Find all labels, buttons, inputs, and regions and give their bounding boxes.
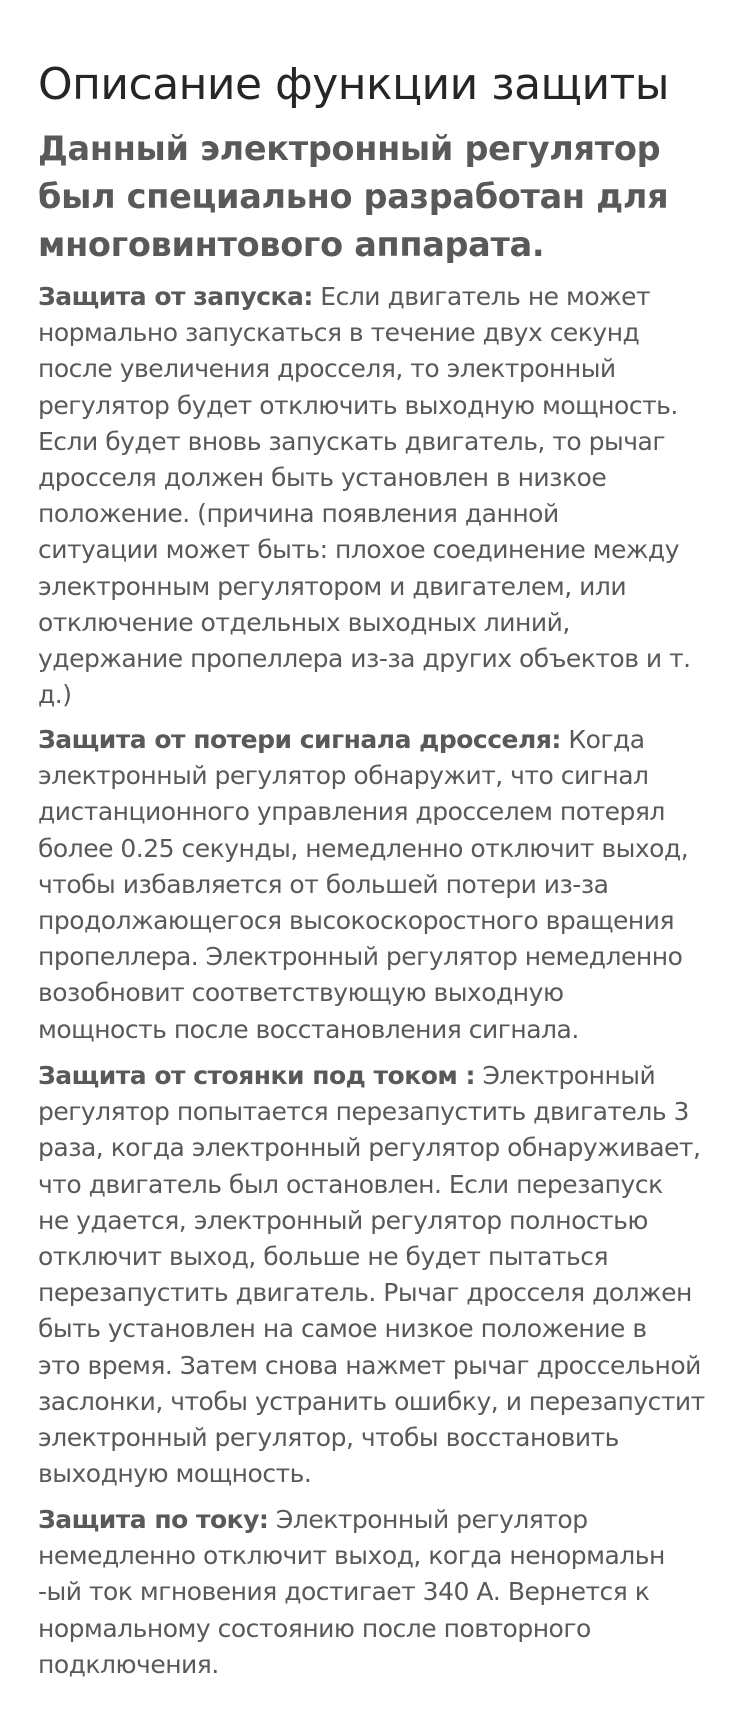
section-throttle-signal-loss xyxy=(38,722,688,1048)
paragraph-line xyxy=(38,1058,705,1094)
paragraph-text: Электронный xyxy=(475,1061,656,1090)
paragraph-line: регулятор попытается перезапустить двигатель 3 xyxy=(38,1097,689,1127)
paragraph-line xyxy=(38,722,688,758)
paragraph-line: раза, когда электронный регулятор обнаруживает, xyxy=(38,1133,701,1163)
section-stall-protection xyxy=(38,1058,705,1492)
paragraph-line: это время. Затем снова нажмет рычаг дроссельной xyxy=(38,1350,701,1380)
paragraph-line: более 0.25 секунды, немедленно отключит выход, xyxy=(38,833,689,863)
paragraph-line: д.) xyxy=(38,680,72,710)
paragraph-line: положение. (причина появления данной xyxy=(38,499,559,529)
paragraph-line: ситуации может быть: плохое соединение между xyxy=(38,535,680,565)
paragraph-line: дистанционного управления дросселем потерял xyxy=(38,797,665,827)
paragraph-line: нормальному состоянию после повторного xyxy=(38,1613,591,1643)
paragraph-line: возобновит соответствующую выходную xyxy=(38,978,564,1008)
paragraph-line: немедленно отключит выход, когда ненормальн xyxy=(38,1541,665,1571)
paragraph-line: мощность после восстановления сигнала. xyxy=(38,1014,579,1044)
paragraph-line: -ый ток мгновения достигает 340 А. Вернется к xyxy=(38,1577,650,1607)
paragraph-text: Электронный регулятор xyxy=(268,1505,588,1534)
paragraph-line: что двигатель был остановлен. Если перезапуск xyxy=(38,1169,663,1199)
paragraph-line: заслонки, чтобы устранить ошибку, и перезапустит xyxy=(38,1386,705,1416)
section-label: Защита от потери сигнала дросселя: xyxy=(38,725,561,754)
paragraph-line: выходную мощность. xyxy=(38,1459,312,1489)
page-subtitle xyxy=(38,125,668,269)
subtitle-line: многовинтового аппарата. xyxy=(38,225,545,264)
paragraph-line: продолжающегося высокоскоростного вращения xyxy=(38,906,675,936)
paragraph-line: отключит выход, больше не будет пытаться xyxy=(38,1242,608,1272)
paragraph-text: Если двигатель не может xyxy=(312,282,651,311)
section-label: Защита по току: xyxy=(38,1505,269,1534)
paragraph-line: электронный регулятор обнаружит, что сигнал xyxy=(38,761,649,791)
paragraph-line: электронным регулятором и двигателем, или xyxy=(38,571,627,601)
section-label: Защита от запуска: xyxy=(38,282,313,311)
paragraph-line: дросселя должен быть установлен в низкое xyxy=(38,463,607,493)
section-start-protection xyxy=(38,279,691,713)
paragraph-line xyxy=(38,1502,665,1538)
section-current-protection xyxy=(38,1502,665,1683)
paragraph-line: подключения. xyxy=(38,1649,219,1679)
paragraph-line: быть установлен на самое низкое положение в xyxy=(38,1314,647,1344)
paragraph-line: после увеличения дросселя, то электронный xyxy=(38,354,616,384)
subtitle-line: Данный электронный регулятор xyxy=(38,129,661,168)
paragraph-line: отключение отдельных выходных линий, xyxy=(38,607,570,637)
paragraph-line: пропеллера. Электронный регулятор немедленно xyxy=(38,942,683,972)
subtitle-line: был специально разработан для xyxy=(38,177,669,216)
paragraph-line: Если будет вновь запускать двигатель, то рычаг xyxy=(38,426,665,456)
paragraph-line: нормально запускаться в течение двух секунд xyxy=(38,318,640,348)
section-label: Защита от стоянки под током : xyxy=(38,1061,476,1090)
paragraph-line: электронный регулятор, чтобы восстановить xyxy=(38,1423,619,1453)
paragraph-line: чтобы избавляется от большей потери из-за xyxy=(38,869,609,899)
paragraph-line: регулятор будет отключить выходную мощность. xyxy=(38,390,678,420)
paragraph-line: перезапустить двигатель. Рычаг дросселя должен xyxy=(38,1278,692,1308)
paragraph-line xyxy=(38,279,691,315)
paragraph-text: Когда xyxy=(560,725,645,754)
page-title: Описание функции защиты xyxy=(38,59,669,110)
paragraph-line: не удается, электронный регулятор полностью xyxy=(38,1205,648,1235)
paragraph-line: удержание пропеллера из-за других объектов и т. xyxy=(38,644,691,674)
